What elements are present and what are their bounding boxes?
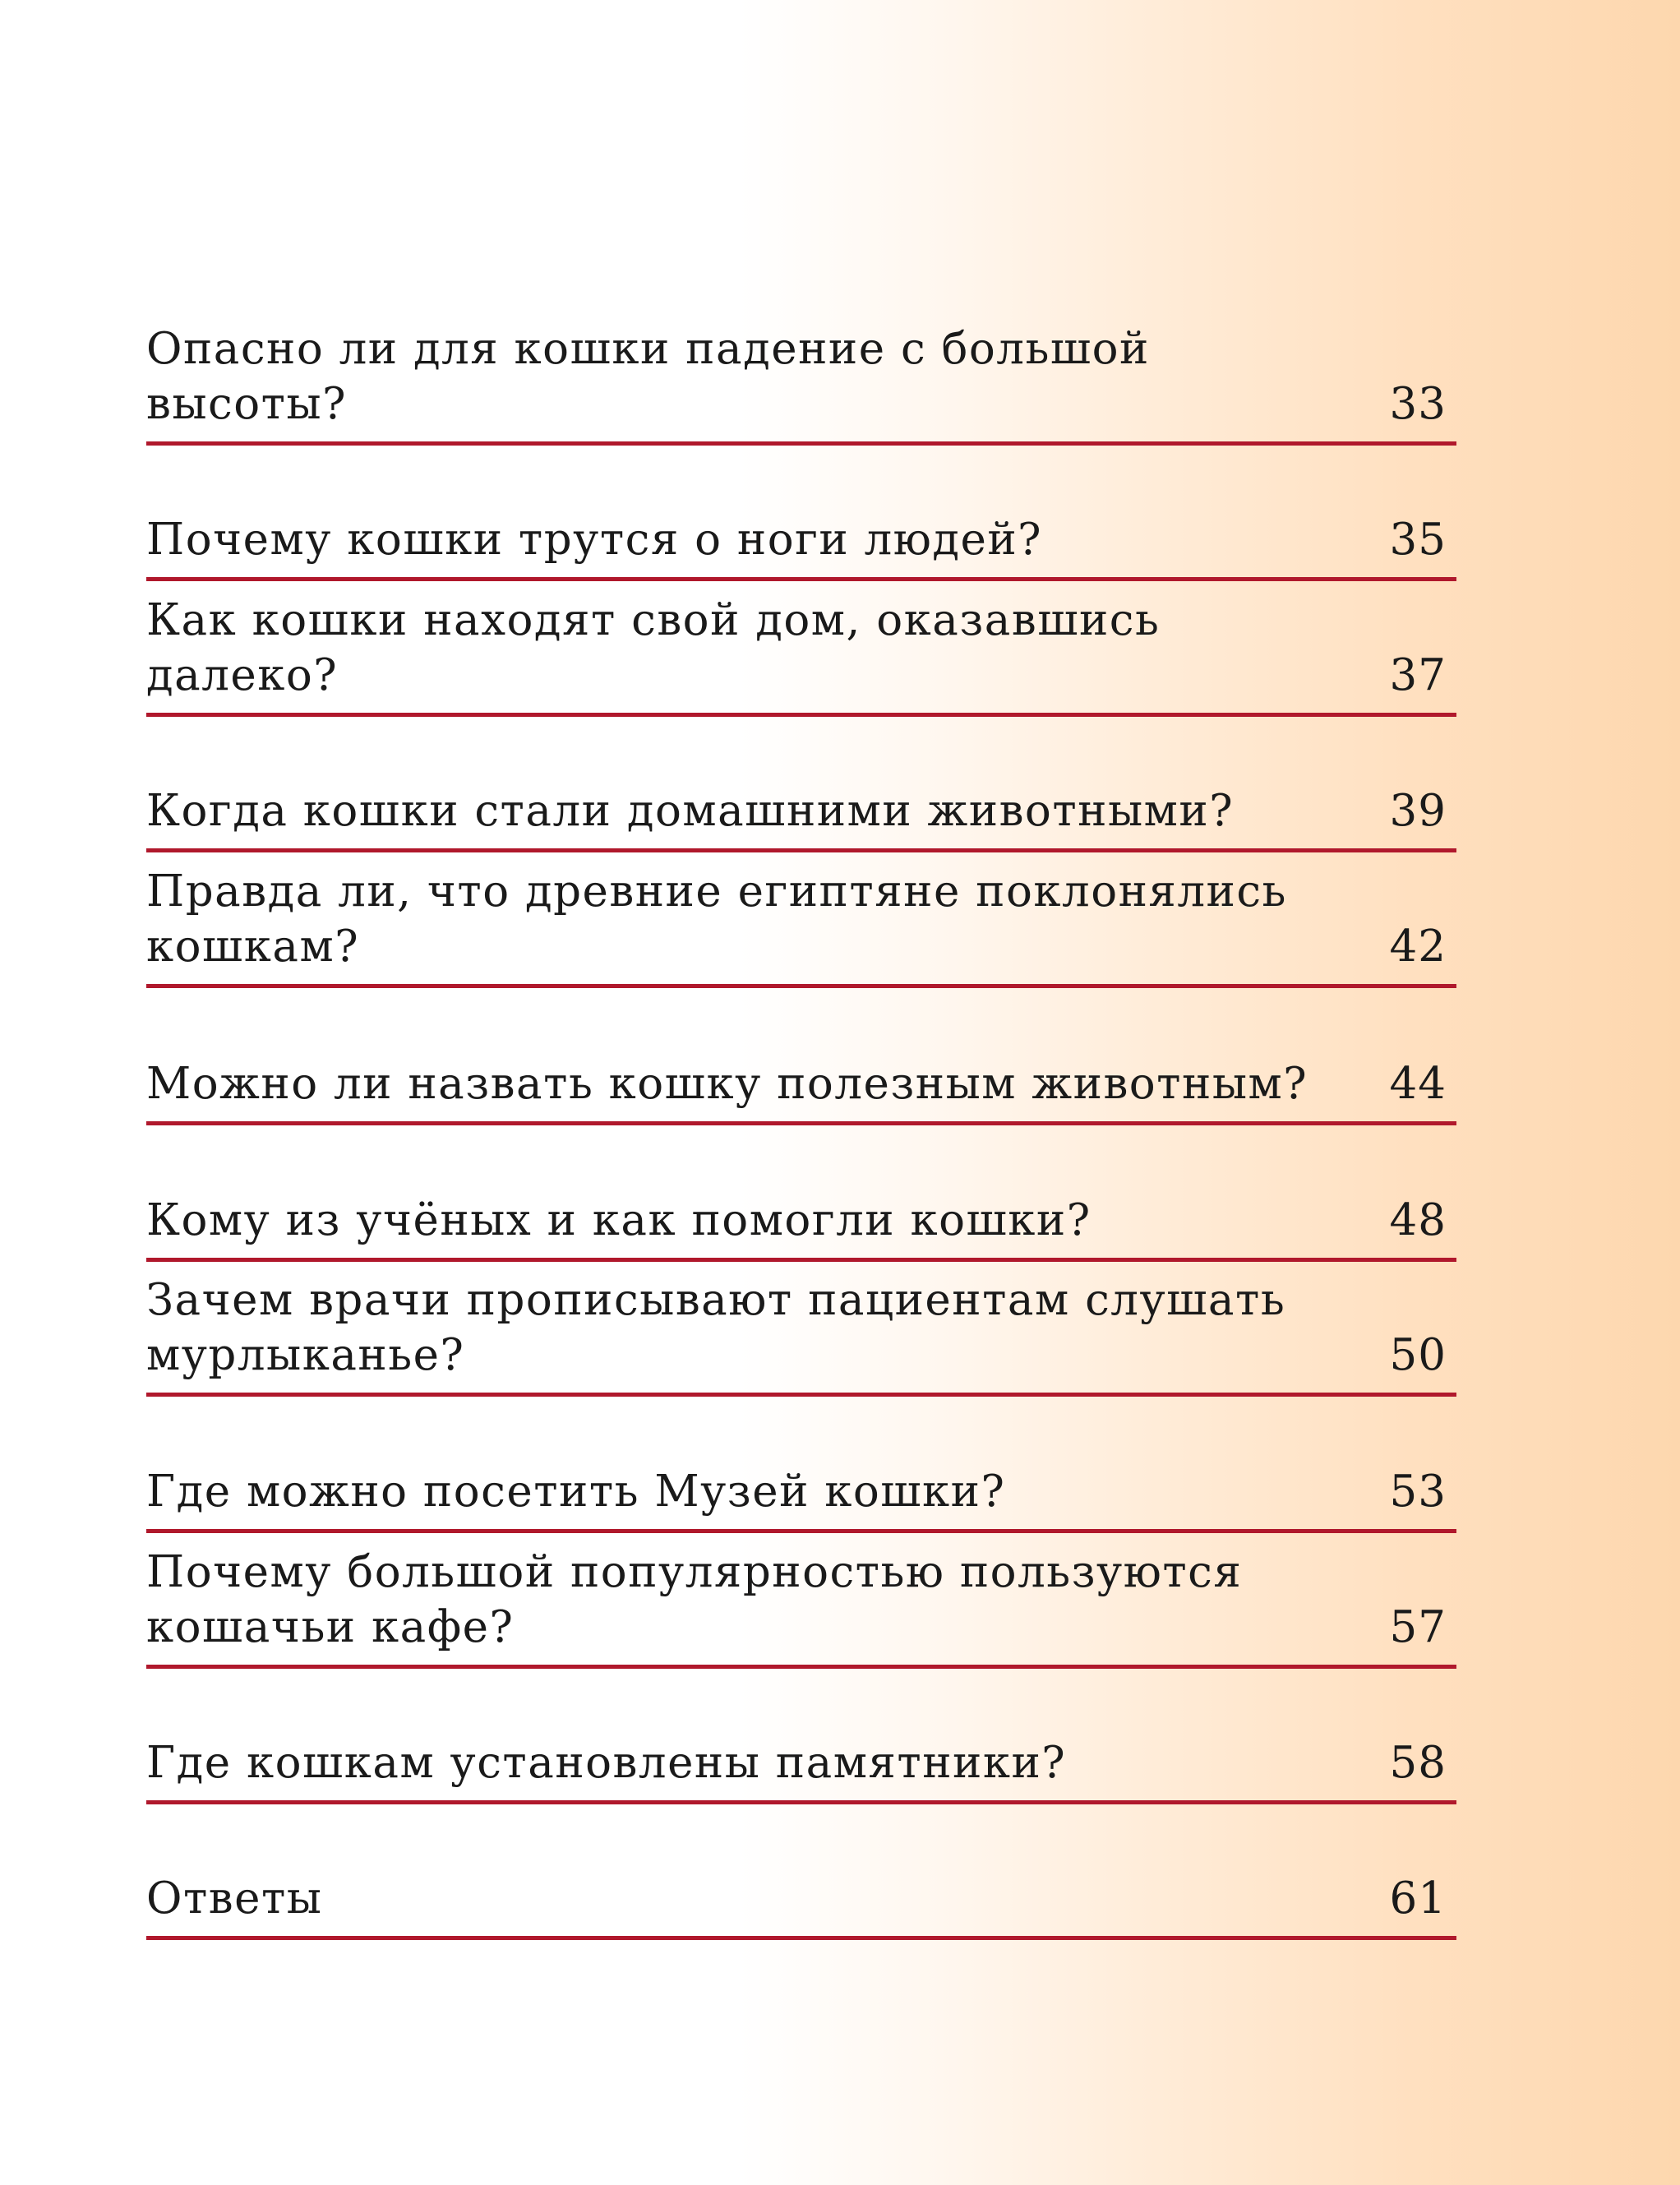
toc-entry-page: 33 (1389, 379, 1447, 429)
toc-entry-page: 61 (1389, 1873, 1447, 1924)
toc-entry[interactable] (146, 1445, 1456, 1533)
toc-entry-title: Как кошки находят свой дом, оказавшись далеко? (146, 595, 1161, 700)
toc-entry-page: 35 (1389, 515, 1447, 565)
toc-entry-title: Правда ли, что древние египтяне поклонялись кошкам? (146, 866, 1287, 972)
toc-entry[interactable] (146, 1263, 1456, 1397)
toc-entry-title: Где кошкам установлены памятники? (146, 1738, 1067, 1788)
toc-entry-page: 53 (1389, 1467, 1447, 1517)
toc-entry[interactable] (146, 765, 1456, 852)
toc-entry[interactable] (146, 493, 1456, 581)
toc-entry[interactable] (146, 1174, 1456, 1262)
toc-entry-title: Опасно ли для кошки падение с большой высоты? (146, 324, 1150, 429)
toc-entry-page: 39 (1389, 786, 1447, 836)
toc-entry-page: 42 (1389, 922, 1447, 972)
toc-entry-title: Когда кошки стали домашними животными? (146, 786, 1235, 836)
toc-entry[interactable] (146, 1716, 1456, 1804)
toc-entry-title: Почему большой популярностью пользуются кошачьи кафе? (146, 1547, 1243, 1652)
toc-entry[interactable] (146, 855, 1456, 988)
toc-entry-title: Почему кошки трутся о ноги людей? (146, 515, 1043, 565)
toc-entry-page: 48 (1389, 1195, 1447, 1245)
toc-entry-page: 37 (1389, 650, 1447, 700)
toc-entry[interactable] (146, 1852, 1456, 1940)
toc-entry-title: Ответы (146, 1873, 323, 1924)
table-of-contents (146, 0, 1456, 2185)
toc-entry-page: 58 (1389, 1738, 1447, 1788)
toc-entry[interactable] (146, 1536, 1456, 1669)
toc-entry-page: 57 (1389, 1602, 1447, 1652)
toc-entry-page: 44 (1389, 1059, 1447, 1109)
toc-entry-page: 50 (1389, 1330, 1447, 1380)
toc-entry[interactable] (146, 584, 1456, 717)
toc-entry-title: Где можно посетить Музей кошки? (146, 1467, 1006, 1517)
toc-entry[interactable] (146, 312, 1456, 446)
toc-entry-title: Зачем врачи прописывают пациентам слушать мурлыканье? (146, 1275, 1286, 1380)
toc-entry[interactable] (146, 1037, 1456, 1125)
toc-entry-title: Кому из учёных и как помогли кошки? (146, 1195, 1092, 1245)
toc-entry-title: Можно ли назвать кошку полезным животным? (146, 1059, 1308, 1109)
